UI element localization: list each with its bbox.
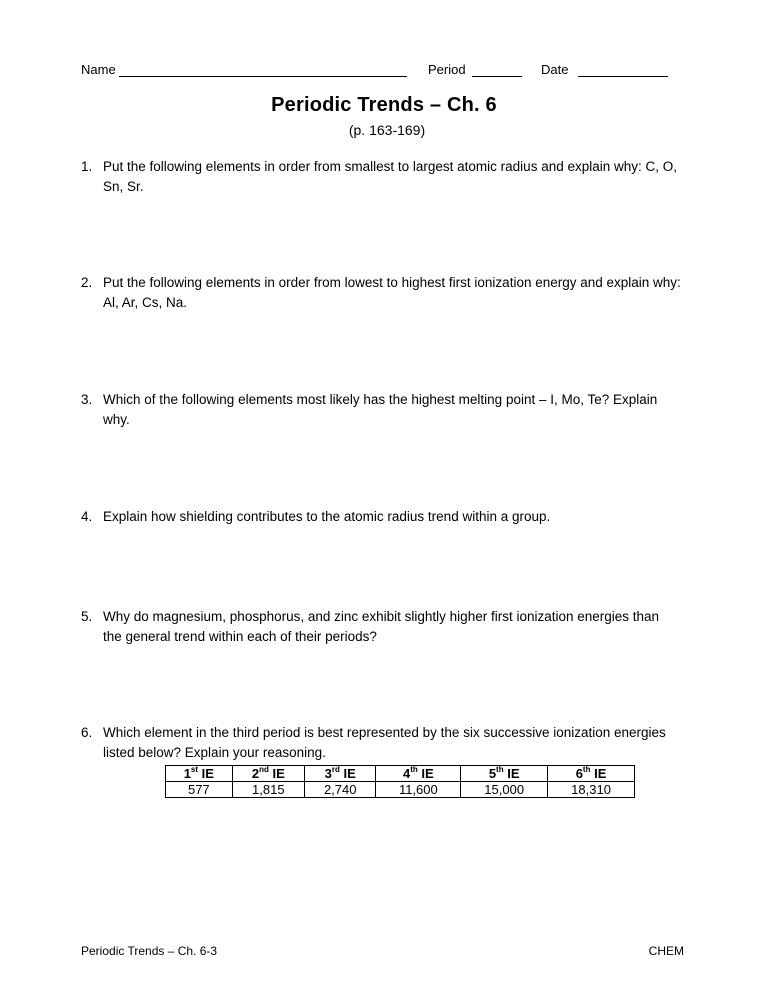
question-2 xyxy=(81,273,681,313)
table-cell: 2,740 xyxy=(304,782,375,798)
table-header-cell: 5th IE xyxy=(461,766,548,782)
question-4 xyxy=(81,507,681,527)
ionization-energy-table xyxy=(165,765,635,798)
table-cell: 577 xyxy=(166,782,233,798)
table-header-cell: 4th IE xyxy=(376,766,461,782)
footer-right: CHEM xyxy=(648,944,684,958)
question-1 xyxy=(81,157,681,197)
question-text: Which of the following elements most likely has the highest melting point – I, Mo, Te? Explain why. xyxy=(103,392,658,427)
footer-left: Periodic Trends – Ch. 6-3 xyxy=(81,944,218,958)
question-text: Which element in the third period is best represented by the six successive ionization energies listed below? Explain your reasoning. xyxy=(103,725,666,760)
date-label: Date xyxy=(541,62,569,77)
question-text: Explain how shielding contributes to the atomic radius trend within a group. xyxy=(103,509,551,524)
question-number: 5. xyxy=(81,609,93,624)
question-number: 2. xyxy=(81,275,93,290)
name-label: Name xyxy=(81,62,116,77)
page-title: Periodic Trends – Ch. 6 xyxy=(271,94,497,116)
question-number: 4. xyxy=(81,509,93,524)
question-3 xyxy=(81,390,681,430)
table-cell: 1,815 xyxy=(232,782,304,798)
question-text: Put the following elements in order from lowest to highest first ionization energy and explain why: Al, Ar, Cs, Na. xyxy=(103,275,681,310)
table-header-cell: 1st IE xyxy=(166,766,233,782)
question-text: Why do magnesium, phosphorus, and zinc exhibit slightly higher first ionization energies than the general trend within each of their periods? xyxy=(103,609,660,644)
question-number: 1. xyxy=(81,159,93,174)
period-label: Period xyxy=(428,62,466,77)
table-cell: 11,600 xyxy=(376,782,461,798)
question-number: 6. xyxy=(81,725,93,740)
table-header-cell: 2nd IE xyxy=(232,766,304,782)
table-header-row xyxy=(166,766,635,782)
table-cell: 15,000 xyxy=(461,782,548,798)
question-5 xyxy=(81,607,681,647)
question-6 xyxy=(81,723,681,763)
question-text: Put the following elements in order from smallest to largest atomic radius and explain why: C, O, Sn, Sr. xyxy=(103,159,678,194)
table-header-cell: 3rd IE xyxy=(304,766,375,782)
name-field[interactable] xyxy=(119,76,407,77)
table-cell: 18,310 xyxy=(548,782,635,798)
header-row xyxy=(81,62,684,80)
period-field[interactable] xyxy=(472,76,522,77)
page-subtitle: (p. 163-169) xyxy=(348,122,426,138)
table-row xyxy=(166,782,635,798)
table-header-cell: 6th IE xyxy=(548,766,635,782)
question-number: 3. xyxy=(81,392,93,407)
date-field[interactable] xyxy=(578,76,668,77)
